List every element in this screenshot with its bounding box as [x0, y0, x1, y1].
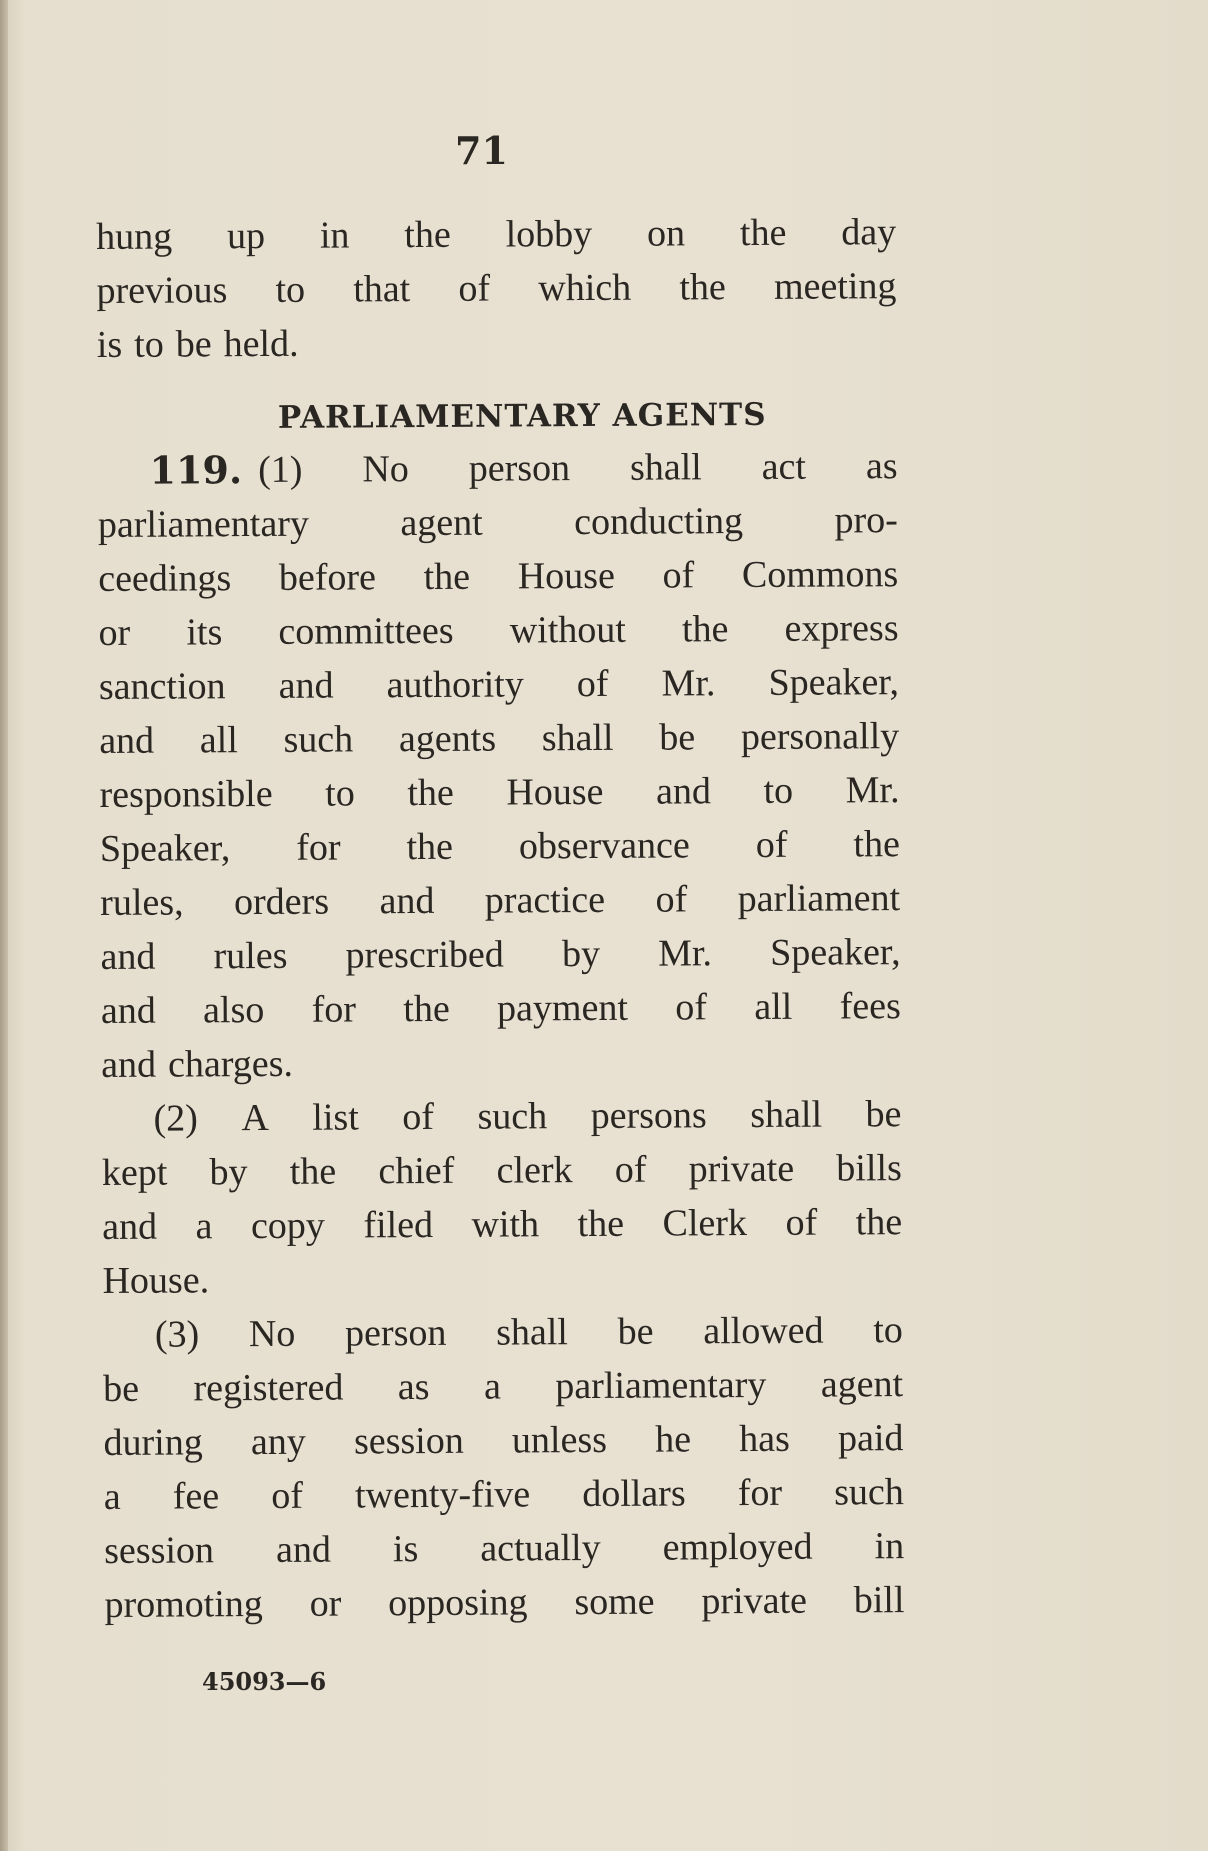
word: in [319, 214, 350, 257]
word: he [655, 1418, 692, 1461]
word: hung [96, 215, 173, 258]
word: shall [629, 446, 702, 489]
word: list [312, 1096, 359, 1139]
word: dollars [582, 1472, 686, 1516]
word: and [100, 935, 156, 978]
word: the [681, 608, 729, 651]
text-line [97, 313, 897, 372]
word: No [248, 1312, 296, 1356]
word: day [841, 211, 897, 254]
text-line-section [97, 439, 897, 498]
word: fee [172, 1475, 220, 1518]
word: meeting [773, 265, 897, 308]
text-line [98, 601, 898, 660]
word: and [101, 1043, 157, 1086]
word: rules, [100, 881, 184, 924]
word: parliamentary [97, 502, 310, 546]
word: Speaker, [768, 661, 900, 704]
word: that [353, 268, 411, 311]
section-first-line [258, 439, 898, 497]
word: by [561, 932, 601, 976]
section-number: 119. [149, 447, 243, 493]
word: the [423, 555, 471, 599]
word: to [275, 268, 306, 311]
word: or [309, 1582, 342, 1625]
word: kept [101, 1151, 168, 1194]
word: Commons [741, 553, 899, 597]
word: the [403, 987, 450, 1031]
word: chief [378, 1149, 455, 1193]
word: ceedings [98, 557, 232, 600]
text-line [102, 1141, 902, 1200]
word: some [574, 1580, 655, 1624]
word: its [186, 611, 223, 654]
word: of [675, 986, 708, 1029]
text-line [103, 1411, 903, 1470]
word: unless [511, 1418, 608, 1462]
word: the [855, 1201, 903, 1244]
word: and [100, 989, 156, 1032]
word: be [865, 1093, 902, 1136]
word: be [103, 1367, 140, 1410]
word: for [296, 826, 341, 869]
word: and [99, 719, 155, 762]
word: of [271, 1474, 304, 1517]
word: private [688, 1147, 795, 1191]
word: and [275, 1528, 332, 1571]
word: is [96, 323, 123, 366]
word: committees [278, 609, 454, 653]
word: rules [213, 934, 288, 978]
word: to [134, 323, 164, 366]
word: paid [837, 1417, 904, 1460]
word: sanction [98, 665, 226, 708]
word: fees [839, 985, 901, 1028]
word: a [195, 1205, 213, 1248]
word: Clerk [662, 1202, 748, 1245]
word: person [468, 447, 571, 490]
word: is [392, 1528, 419, 1571]
word: and [379, 879, 435, 923]
text-line [104, 1465, 904, 1524]
binding-edge [0, 0, 8, 1851]
word: (3) [154, 1313, 200, 1356]
word: all [199, 719, 238, 762]
word: bill [853, 1579, 905, 1622]
word: any [250, 1420, 306, 1464]
word: a [103, 1475, 121, 1518]
word: copy [250, 1204, 325, 1248]
word: Speaker, [99, 827, 231, 870]
word: promoting [104, 1583, 263, 1626]
word: the [853, 823, 901, 866]
word: of [614, 1148, 647, 1191]
word: to [763, 769, 794, 812]
word: orders [233, 880, 330, 924]
word: of [755, 823, 788, 866]
word: of [458, 267, 491, 310]
word: without [509, 608, 626, 652]
section-heading: PARLIAMENTARY AGENTS [277, 396, 767, 436]
word: responsible [99, 772, 273, 816]
word: such [283, 718, 354, 761]
text-line [100, 817, 900, 876]
text-line [101, 1087, 901, 1146]
word: the [739, 211, 787, 255]
text-line [101, 979, 901, 1038]
word: in [874, 1525, 905, 1568]
word: session [353, 1419, 464, 1463]
text-line [99, 709, 899, 768]
word: House. [102, 1259, 210, 1302]
word: clerk [496, 1149, 573, 1192]
word: of [662, 554, 695, 597]
word: agent [820, 1363, 904, 1406]
word: private [701, 1579, 808, 1623]
word: on [646, 212, 686, 255]
word: of [576, 662, 609, 706]
word: conducting [574, 500, 744, 544]
word: (1) [258, 448, 303, 492]
word: parliament [737, 877, 901, 921]
word: for [311, 988, 357, 1031]
word: session [104, 1529, 215, 1572]
word: before [278, 556, 377, 599]
word: express [784, 607, 899, 650]
text-line [102, 1249, 902, 1308]
word: during [103, 1421, 203, 1464]
word: also [202, 988, 265, 1032]
word: Speaker, [770, 931, 901, 974]
text-line [100, 871, 900, 930]
word: agents [398, 717, 497, 761]
word: twenty-five [354, 1473, 531, 1517]
word: A [241, 1096, 269, 1140]
word: up [226, 214, 266, 258]
word: which [538, 266, 632, 310]
word: the [289, 1150, 337, 1193]
text-line [100, 925, 900, 984]
word: allowed [703, 1309, 824, 1353]
word: registered [193, 1366, 344, 1410]
word: with [471, 1203, 540, 1246]
word: of [655, 878, 688, 921]
word: persons [590, 1094, 707, 1137]
word: as [865, 445, 898, 488]
word: and [278, 664, 334, 707]
word: opposing [388, 1581, 528, 1625]
text-line [96, 205, 896, 264]
word: personally [740, 715, 900, 759]
text-line [103, 1357, 903, 1416]
word: has [739, 1417, 791, 1461]
signature-mark: 45093—6 [202, 1667, 327, 1696]
word: agent [400, 501, 483, 545]
text-line [99, 655, 899, 714]
word: Mr. [658, 932, 713, 975]
word: prescribed [345, 933, 504, 977]
word: actually [480, 1526, 601, 1570]
word: by [209, 1151, 248, 1194]
word: such [477, 1095, 548, 1138]
word: to [873, 1309, 903, 1352]
word: and [655, 770, 712, 813]
word: shall [750, 1093, 823, 1137]
word: filed [363, 1203, 434, 1247]
word: (2) [153, 1097, 198, 1140]
word: such [834, 1471, 904, 1514]
word: previous [96, 269, 228, 312]
text-line [101, 1033, 901, 1092]
word: be [617, 1310, 654, 1353]
word: the [407, 771, 454, 815]
word: person [344, 1311, 447, 1355]
word: as [397, 1365, 430, 1409]
word: shall [541, 716, 614, 760]
word: and [102, 1205, 158, 1248]
word: be [175, 323, 212, 366]
word: payment [496, 986, 629, 1030]
word: Mr. [661, 662, 716, 705]
word: to [325, 772, 355, 815]
word: employed [662, 1525, 813, 1569]
word: House [517, 554, 616, 598]
word: held. [223, 322, 299, 366]
word: the [679, 266, 726, 309]
text-line [104, 1519, 904, 1578]
word: observance [518, 824, 690, 868]
page-number: 71 [455, 128, 508, 173]
text-line [98, 493, 898, 552]
word: of [785, 1201, 818, 1244]
text-line [103, 1303, 903, 1362]
word: a [483, 1365, 501, 1408]
word: be [659, 716, 696, 759]
word: shall [496, 1311, 569, 1354]
word: for [737, 1471, 783, 1515]
word: the [406, 825, 454, 869]
word: or [98, 611, 131, 654]
text-line [99, 763, 899, 822]
text-line [96, 259, 896, 318]
word: act [761, 445, 807, 488]
word: the [404, 213, 451, 257]
word: bills [836, 1147, 902, 1190]
word: lobby [505, 212, 593, 256]
word: charges. [167, 1042, 294, 1086]
word: parliamentary [555, 1363, 767, 1408]
text-line [102, 1195, 902, 1254]
word: House [506, 770, 604, 814]
text-line [104, 1573, 904, 1632]
word: No [362, 448, 409, 491]
word: of [402, 1095, 435, 1139]
word: pro- [834, 499, 899, 542]
word: Mr. [845, 769, 900, 812]
text-line [98, 547, 898, 606]
body-text [96, 205, 905, 1632]
word: all [754, 985, 793, 1028]
word: practice [484, 878, 606, 922]
word: authority [386, 663, 524, 707]
word: the [577, 1202, 625, 1246]
